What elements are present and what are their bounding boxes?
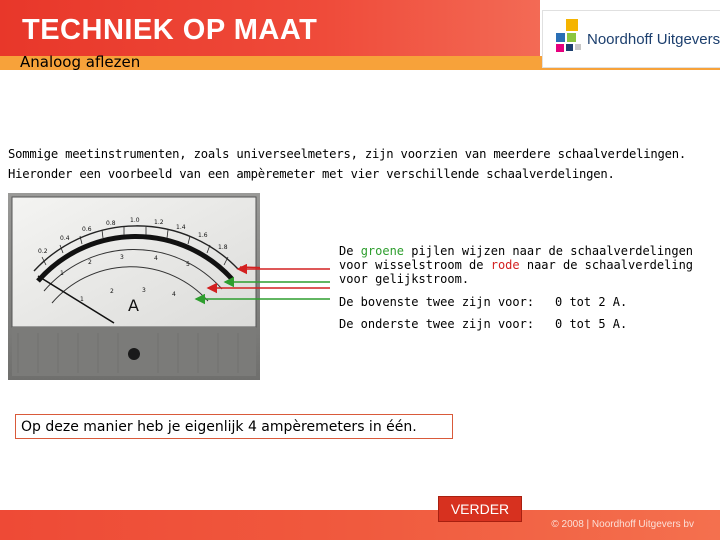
noordhoff-logo-icon [553, 19, 585, 59]
svg-text:1.8: 1.8 [218, 244, 228, 251]
svg-text:0.4: 0.4 [60, 235, 70, 242]
svg-text:1: 1 [80, 296, 84, 303]
intro-line-1: Sommige meetinstrumenten, zoals universeelmeters, zijn voorzien van meerdere schaalverdelingen. [8, 147, 687, 161]
svg-text:4: 4 [154, 255, 158, 262]
summary-box: Op deze manier heb je eigenlijk 4 ampèremeters in één. [15, 414, 453, 439]
publisher-logo [542, 10, 720, 68]
svg-text:2: 2 [88, 259, 92, 266]
svg-text:0.2: 0.2 [38, 248, 48, 255]
svg-text:5: 5 [186, 261, 190, 268]
svg-text:1.6: 1.6 [198, 232, 208, 239]
green-word: groene [360, 244, 405, 258]
page-subtitle: Analoog aflezen [20, 53, 141, 71]
svg-text:1.2: 1.2 [154, 219, 164, 226]
svg-text:3: 3 [120, 254, 124, 261]
svg-text:1: 1 [60, 270, 64, 277]
app-title: TECHNIEK OP MAAT [22, 14, 318, 46]
top-range-value: 0 tot 2 A. [555, 295, 628, 309]
intro-line-2: Hieronder een voorbeeld van een ampèremeter met vier verschillende schaalverdelingen. [8, 167, 615, 181]
ampere-meter-image [8, 193, 260, 380]
svg-text:3: 3 [142, 287, 146, 294]
meter-unit-label: A [128, 296, 139, 315]
logo-text: Noordhoff Uitgevers [587, 31, 720, 48]
copyright-text: © 2008 | Noordhoff Uitgevers bv [551, 519, 694, 530]
svg-text:1.4: 1.4 [176, 224, 186, 231]
footer-bar [0, 510, 720, 540]
title-bar [0, 0, 540, 56]
svg-text:0.8: 0.8 [106, 220, 116, 227]
svg-text:2: 2 [110, 288, 114, 295]
svg-text:4: 4 [172, 291, 176, 298]
header [0, 0, 720, 70]
svg-text:1.0: 1.0 [130, 217, 140, 224]
svg-text:0.6: 0.6 [82, 226, 92, 233]
arrow-description: De groene pijlen wijzen naar de schaalverdelingen voor wisselstroom de rode naar de schaalverdeling voor gelijkstroom. [339, 244, 694, 286]
bottom-range-value: 0 tot 5 A. [555, 317, 628, 331]
bottom-range-label: De onderste twee zijn voor: [339, 317, 535, 331]
top-range-label: De bovenste twee zijn voor: [339, 295, 535, 309]
red-word: rode [490, 258, 520, 272]
next-button[interactable]: VERDER [438, 496, 522, 522]
